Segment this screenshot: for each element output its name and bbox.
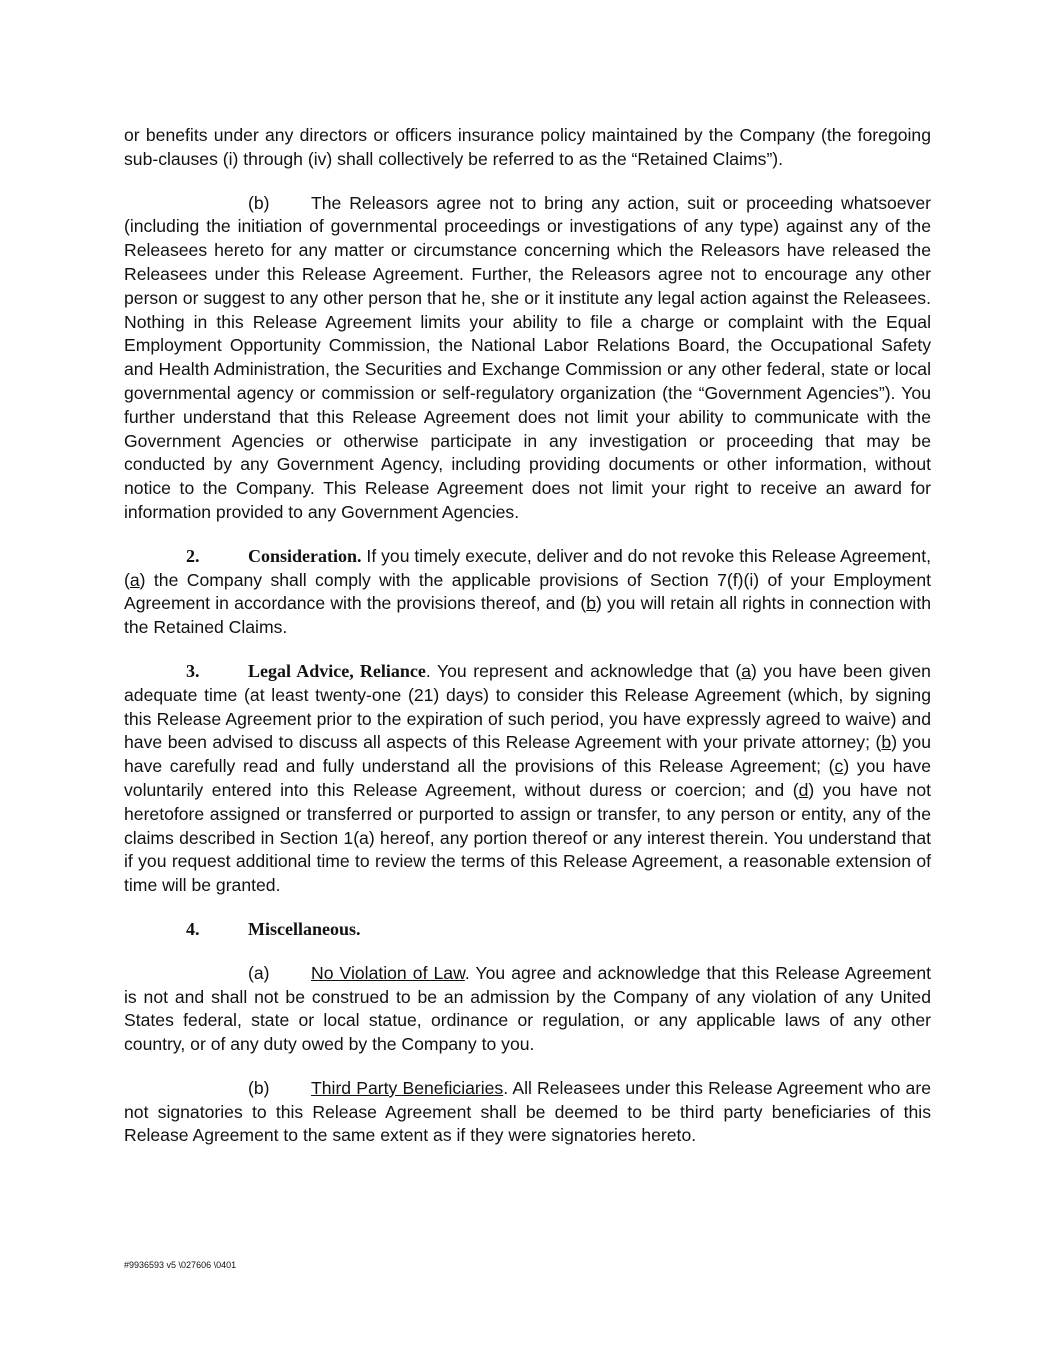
- section-3-item-b: b: [881, 732, 892, 753]
- section-4b-title: Third Party Beneficiaries: [311, 1077, 504, 1098]
- section-1b-text: The Releasors agree not to bring any action, suit or proceeding whatsoever (including the initiation of governmental proceedings or investigations of any type) against any of the Releasees hereto for any matter or circumstance concerning which the Releasors have released the Releasees under this Release Agreement. Further, the Releasors agree not to encourage any other person or suggest to any other person that he, she or it institute any legal action against the Releasees. Nothing in this Release Agreement limits your ability to file a charge or complaint with the Equal Employment Opportunity Commission, the National Labor Relations Board, the Occupational Safety and Health Administration, the Securities and Exchange Commission or any other federal, state or local governmental agency or commission or self-regulatory organization (the “Government Agencies”). You further understand that this Release Agreement does not limit your ability to communicate with the Government Agencies or otherwise participate in any investigation or proceeding that may be conducted by any Government Agency, including providing documents or other information, without notice to the Company. This Release Agreement does not limit your right to receive an award for information provided to any Government Agencies.: [124, 192, 931, 522]
- section-4a-label: (a): [248, 962, 270, 983]
- section-4b-paragraph: [124, 1077, 931, 1148]
- section-2-text-3: ) you will retain all rights in connection with the Retained Claims.: [124, 593, 931, 638]
- document-body: [124, 124, 931, 1168]
- section-3-item-c: c: [834, 756, 844, 777]
- section-2-text-1: If you timely execute, deliver and do not revoke this Release Agreement, (: [124, 545, 931, 590]
- section-3-item-a: a: [741, 660, 752, 681]
- continuation-text: or benefits under any directors or officers insurance policy maintained by the Company (the foregoing sub-clauses (i) through (iv) shall collectively be referred to as the “Retained Claims”).: [124, 125, 931, 169]
- section-3-item-d: d: [798, 779, 809, 800]
- continuation-paragraph: [124, 124, 931, 172]
- section-4b-label: (b): [248, 1077, 270, 1098]
- section-1b-label: (b): [248, 192, 270, 213]
- section-4-heading-paragraph: [124, 918, 931, 942]
- section-2-item-a: a: [129, 569, 140, 590]
- section-1b-paragraph: [124, 192, 931, 525]
- section-3-number: 3.: [186, 660, 200, 681]
- section-2-paragraph: [124, 545, 931, 640]
- section-4a-paragraph: [124, 962, 931, 1057]
- section-3-text-5: ) you have not heretofore assigned or transferred or purported to assign or transfer, to any person or entity, any of the claims described in Section 1(a) hereof, any portion thereof or any interest therein. You understand that if you request additional time to review the terms of this Release Agreement, a reasonable extension of time will be granted.: [124, 779, 932, 896]
- section-2-number: 2.: [186, 545, 200, 566]
- section-2-item-b: b: [586, 593, 596, 614]
- section-3-text-2: ) you have been given adequate time (at least twenty-one (21) days) to consider this Release Agreement (which, by signing this Release Agreement prior to the expiration of such period, you have expressly agreed to waive) and have been advised to discuss all aspects of this Release Agreement with your private attorney; (: [124, 660, 931, 753]
- section-2-text-2: ) the Company shall comply with the applicable provisions of Section 7(f)(i) of your Employment Agreement in accordance with the provisions thereof, and (: [124, 569, 931, 614]
- section-3-text-1: . You represent and acknowledge that (: [425, 660, 742, 681]
- section-3-heading: Legal Advice, Reliance: [248, 660, 426, 681]
- section-3-text-4: ) you have voluntarily entered into this Release Agreement, without duress or coercion; and (: [124, 756, 931, 800]
- section-4a-title: No Violation of Law: [311, 962, 465, 983]
- section-4-heading: Miscellaneous.: [248, 918, 361, 939]
- section-4b-text: . All Releasees under this Release Agreement who are not signatories to this Release Agreement shall be deemed to be third party beneficiaries of this Release Agreement to the same extent as if they were signatories hereto.: [124, 1077, 931, 1146]
- section-2-heading: Consideration.: [248, 545, 362, 566]
- section-4a-text: . You agree and acknowledge that this Release Agreement is not and shall not be construed to be an admission by the Company of any violation of any United States federal, state or local statue, ordinance or regulation, or any applicable laws of any other country, or of any duty owed by the Company to you.: [124, 962, 931, 1055]
- document-footer-id: #9936593 v5 \027606 \0401: [124, 1260, 237, 1270]
- section-4-number: 4.: [186, 918, 200, 939]
- section-3-paragraph: [124, 660, 931, 898]
- section-3-text-3: ) you have carefully read and fully understand all the provisions of this Release Agreement; (: [124, 732, 931, 777]
